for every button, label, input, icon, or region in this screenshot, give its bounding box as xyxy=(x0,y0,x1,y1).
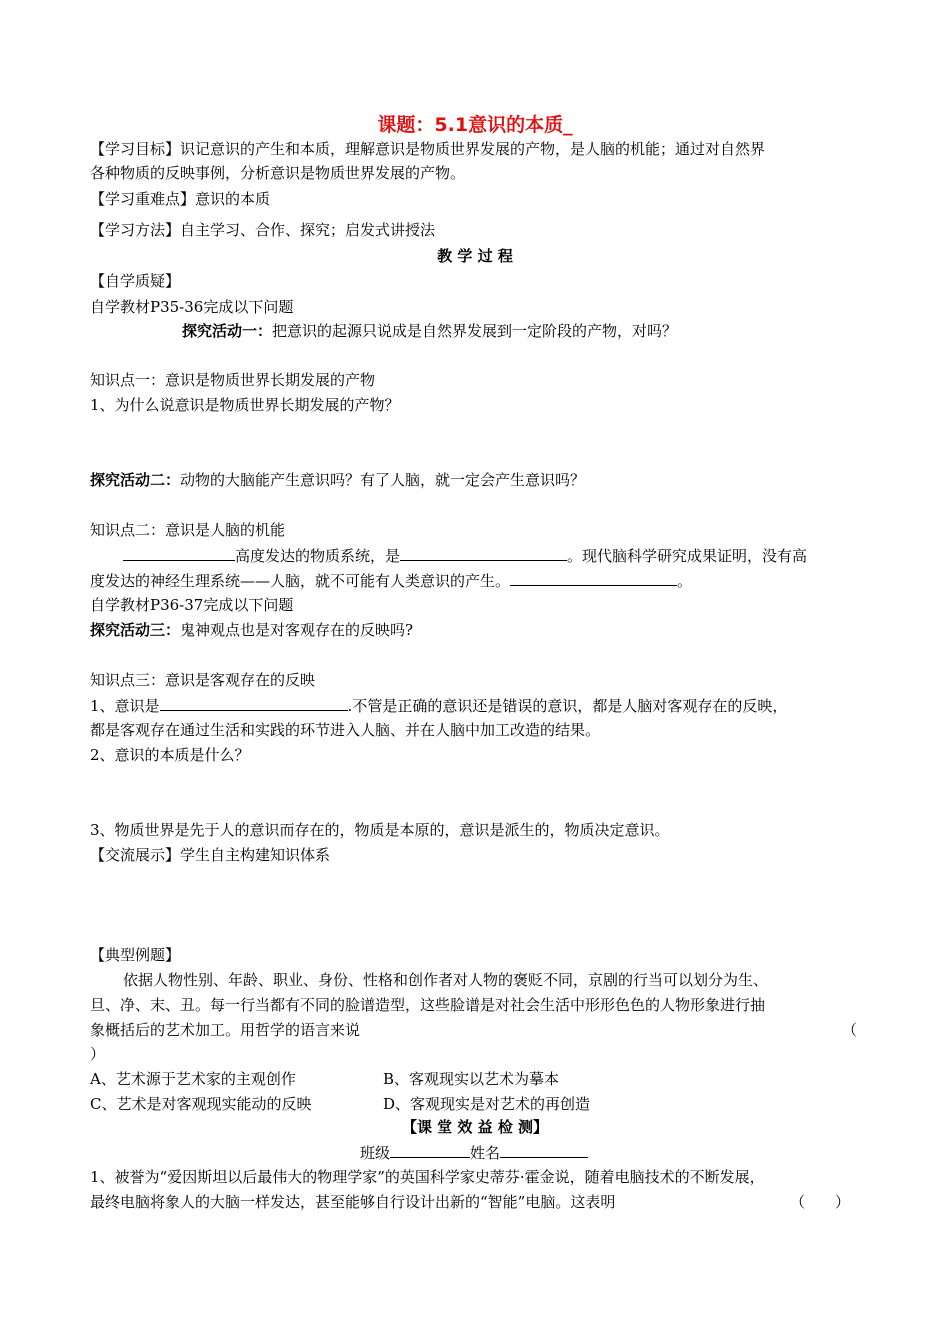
example-line-2: 旦、净、末、丑。每一行当都有不同的脸谱造型，这些脸谱是对社会生活中形形色色的人物形象进行抽 xyxy=(90,996,766,1014)
activity-3 xyxy=(90,620,413,640)
test-question-1-line-2: 最终电脑将象人的大脑一样发达，甚至能够自行设计出新的“智能”电脑。这表明 xyxy=(90,1193,616,1211)
knowledge-2-line-1 xyxy=(123,545,807,566)
exchange-section: 【交流展示】学生自主构建知识体系 xyxy=(90,846,331,864)
knowledge-3-question-1 xyxy=(90,695,787,716)
class-blank[interactable] xyxy=(390,1142,470,1158)
knowledge-2-line-2 xyxy=(90,570,692,591)
knowledge-2-title: 知识点二：意识是人脑的机能 xyxy=(90,521,286,539)
knowledge-2-part-2: 。现代脑科学研究成果证明，没有高 xyxy=(567,547,808,565)
knowledge-3-question-2: 2、意识的本质是什么？ xyxy=(90,746,250,764)
class-label: 班级 xyxy=(360,1144,391,1162)
self-study-heading: 【自学质疑】 xyxy=(90,272,181,290)
activity-2-label: 探究活动二： xyxy=(90,471,181,489)
fill-in-blank[interactable] xyxy=(510,570,677,586)
activity-3-text: 鬼神观点也是对客观存在的反映吗? xyxy=(180,621,414,639)
knowledge-3-title: 知识点三：意识是客观存在的反映 xyxy=(90,671,316,689)
knowledge-3-q1-prefix: 1、意识是 xyxy=(90,697,160,715)
self-study-instruction-1: 自学教材P35-36完成以下问题 xyxy=(90,298,294,316)
fill-in-blank[interactable] xyxy=(160,695,348,711)
objective-line-2: 各种物质的反映事例，分析意识是物质世界发展的产物。 xyxy=(90,164,466,182)
activity-2-text: 动物的大脑能产生意识吗？有了人脑，就一定会产生意识吗？ xyxy=(180,471,586,489)
test-heading: 【课 堂 效 益 检 测】 xyxy=(401,1118,549,1136)
fill-in-blank[interactable] xyxy=(400,545,567,561)
test-question-1-line-1: 1、被誉为“爱因斯坦以后最伟大的物理学家”的英国科学家史蒂芬·霍金说，随着电脑技术的不断发展， xyxy=(90,1168,765,1186)
answer-paren-open: （ xyxy=(842,1021,858,1039)
example-line-3: 象概括后的艺术加工。用哲学的语言来说 xyxy=(90,1021,361,1039)
knowledge-3-q1-line-2: 都是客观存在通过生活和实践的环节进入人脑、并在人脑中加工改造的结果。 xyxy=(90,721,601,739)
activity-1-label: 探究活动一： xyxy=(182,322,273,340)
objective-line-1: 【学习目标】识记意识的产生和本质，理解意识是物质世界发展的产物，是人脑的机能；通过对自然界 xyxy=(90,140,766,158)
knowledge-2-part-1: 高度发达的物质系统，是 xyxy=(235,547,401,565)
knowledge-2-line-2-text: 度发达的神经生理系统——人脑，就不可能有人类意识的产生。 xyxy=(90,572,511,590)
option-a: A、艺术源于艺术家的主观创作 xyxy=(90,1070,296,1088)
activity-1-text: 把意识的起源只说成是自然界发展到一定阶段的产物，对吗？ xyxy=(272,322,678,340)
knowledge-3-q1-suffix: .不管是正确的意识还是错误的意识，都是人脑对客观存在的反映， xyxy=(347,697,788,715)
name-blank[interactable] xyxy=(500,1142,588,1158)
answer-paren-close: ） xyxy=(90,1045,106,1063)
option-d: D、客观现实是对艺术的再创造 xyxy=(383,1095,591,1113)
fill-in-blank[interactable] xyxy=(123,545,235,561)
activity-3-label: 探究活动三： xyxy=(90,621,181,639)
test-question-1-paren: （ ） xyxy=(790,1193,851,1211)
methods: 【学习方法】自主学习、合作、探究；启发式讲授法 xyxy=(90,221,436,239)
knowledge-2-end: 。 xyxy=(677,572,693,590)
class-name-row xyxy=(360,1142,588,1163)
activity-2 xyxy=(90,470,585,490)
key-points: 【学习重难点】意识的本质 xyxy=(90,190,271,208)
option-c: C、艺术是对客观现实能动的反映 xyxy=(90,1095,312,1113)
self-study-instruction-2: 自学教材P36-37完成以下问题 xyxy=(90,596,294,614)
name-label: 姓名 xyxy=(470,1144,501,1162)
example-line-1: 依据人物性别、年龄、职业、身份、性格和创作者对人物的褒贬不同，京剧的行当可以划分为生、 xyxy=(123,971,769,989)
knowledge-1-question-1: 1、为什么说意识是物质世界长期发展的产物？ xyxy=(90,396,400,414)
option-b: B、客观现实以艺术为摹本 xyxy=(383,1070,560,1088)
knowledge-1-title: 知识点一：意识是物质世界长期发展的产物 xyxy=(90,371,376,389)
activity-1 xyxy=(182,321,677,341)
knowledge-3-question-3: 3、物质世界是先于人的意识而存在的，物质是本原的，意识是派生的，物质决定意识。 xyxy=(90,821,670,839)
page-title: 课题：5.1意识的本质_ xyxy=(377,114,573,136)
example-heading: 【典型例题】 xyxy=(90,946,181,964)
process-heading: 教 学 过 程 xyxy=(437,247,513,265)
